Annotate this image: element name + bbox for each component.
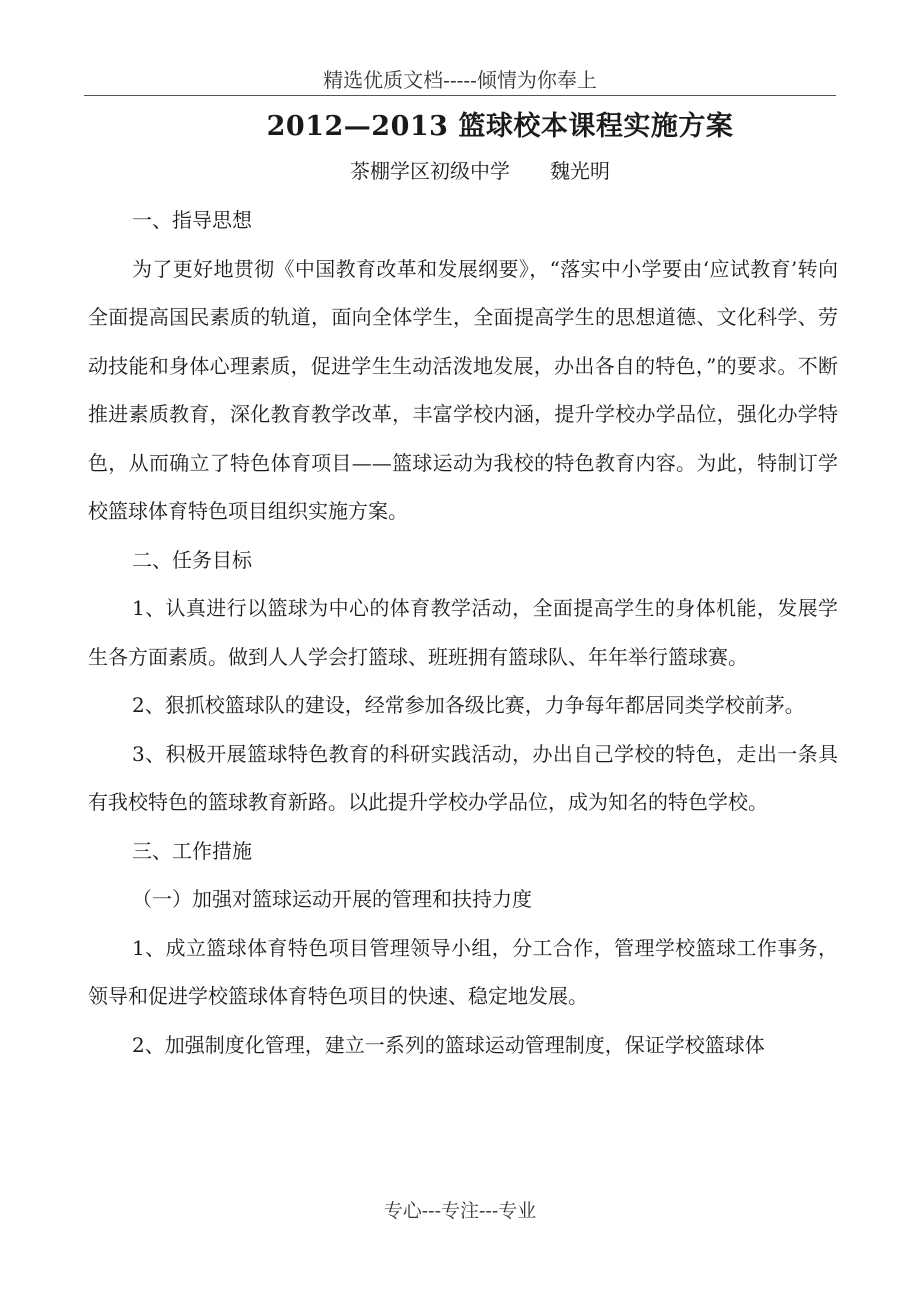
paragraph-goal-2: 2、狠抓校篮球队的建设，经常参加各级比赛，力争每年都居同类学校前茅。 (132, 693, 805, 717)
paragraph-goal-1: 1、认真进行以篮球为中心的体育教学活动，全面提高学生的身体机能，发展学生各方面素质。做到人人学会打篮球、班班拥有篮球队、年年举行篮球赛。 (88, 596, 838, 669)
author-line (0, 155, 920, 184)
section-heading-task-goals: 二、任务目标 (132, 547, 252, 572)
page-header: 精选优质文档-----倾情为你奉上 (323, 68, 597, 92)
school-name: 茶棚学区初级中学 (350, 159, 510, 183)
subsection-heading-management: （一）加强对篮球运动开展的管理和扶持力度 (132, 887, 532, 911)
document-body (88, 196, 838, 1069)
paragraph-measure-2: 2、加强制度化管理，建立一系列的篮球运动管理制度，保证学校篮球体 (132, 1032, 765, 1057)
section-heading-work-measures: 三、工作措施 (132, 838, 252, 863)
section-heading-guiding-ideology: 一、指导思想 (132, 208, 252, 232)
paragraph-measure-1: 1、成立篮球体育特色项目管理领导小组，分工合作，管理学校篮球工作事务，领导和促进学校篮球体育特色项目的快速、稳定地发展。 (88, 935, 838, 1008)
paragraph-guiding-ideology: 为了更好地贯彻《中国教育改革和发展纲要》，“落实中小学要由‘应试教育’转向全面提高国民素质的轨道，面向全体学生，全面提高学生的思想道德、文化科学、劳动技能和身体心理素质，促进学生生动活泼地发展，办出各自的特色，”的要求。不断推进素质教育，深化教育教学改革，丰富学校内涵，提升学校办学品位，强化办学特色，从而确立了特色体育项目——篮球运动为我校的特色教育内容。为此，特制订学校篮球体育特色项目组织实施方案。 (88, 256, 838, 523)
page-footer: 专心---专注---专业 (383, 1200, 537, 1222)
paragraph-goal-3: 3、积极开展篮球特色教育的科研实践活动，办出自己学校的特色，走出一条具有我校特色的篮球教育新路。以此提升学校办学品位，成为知名的特色学校。 (88, 741, 838, 814)
document-title: 2012—2013 篮球校本课程实施方案 (266, 111, 734, 142)
header-divider (84, 95, 836, 96)
author-name: 魏光明 (550, 159, 610, 183)
